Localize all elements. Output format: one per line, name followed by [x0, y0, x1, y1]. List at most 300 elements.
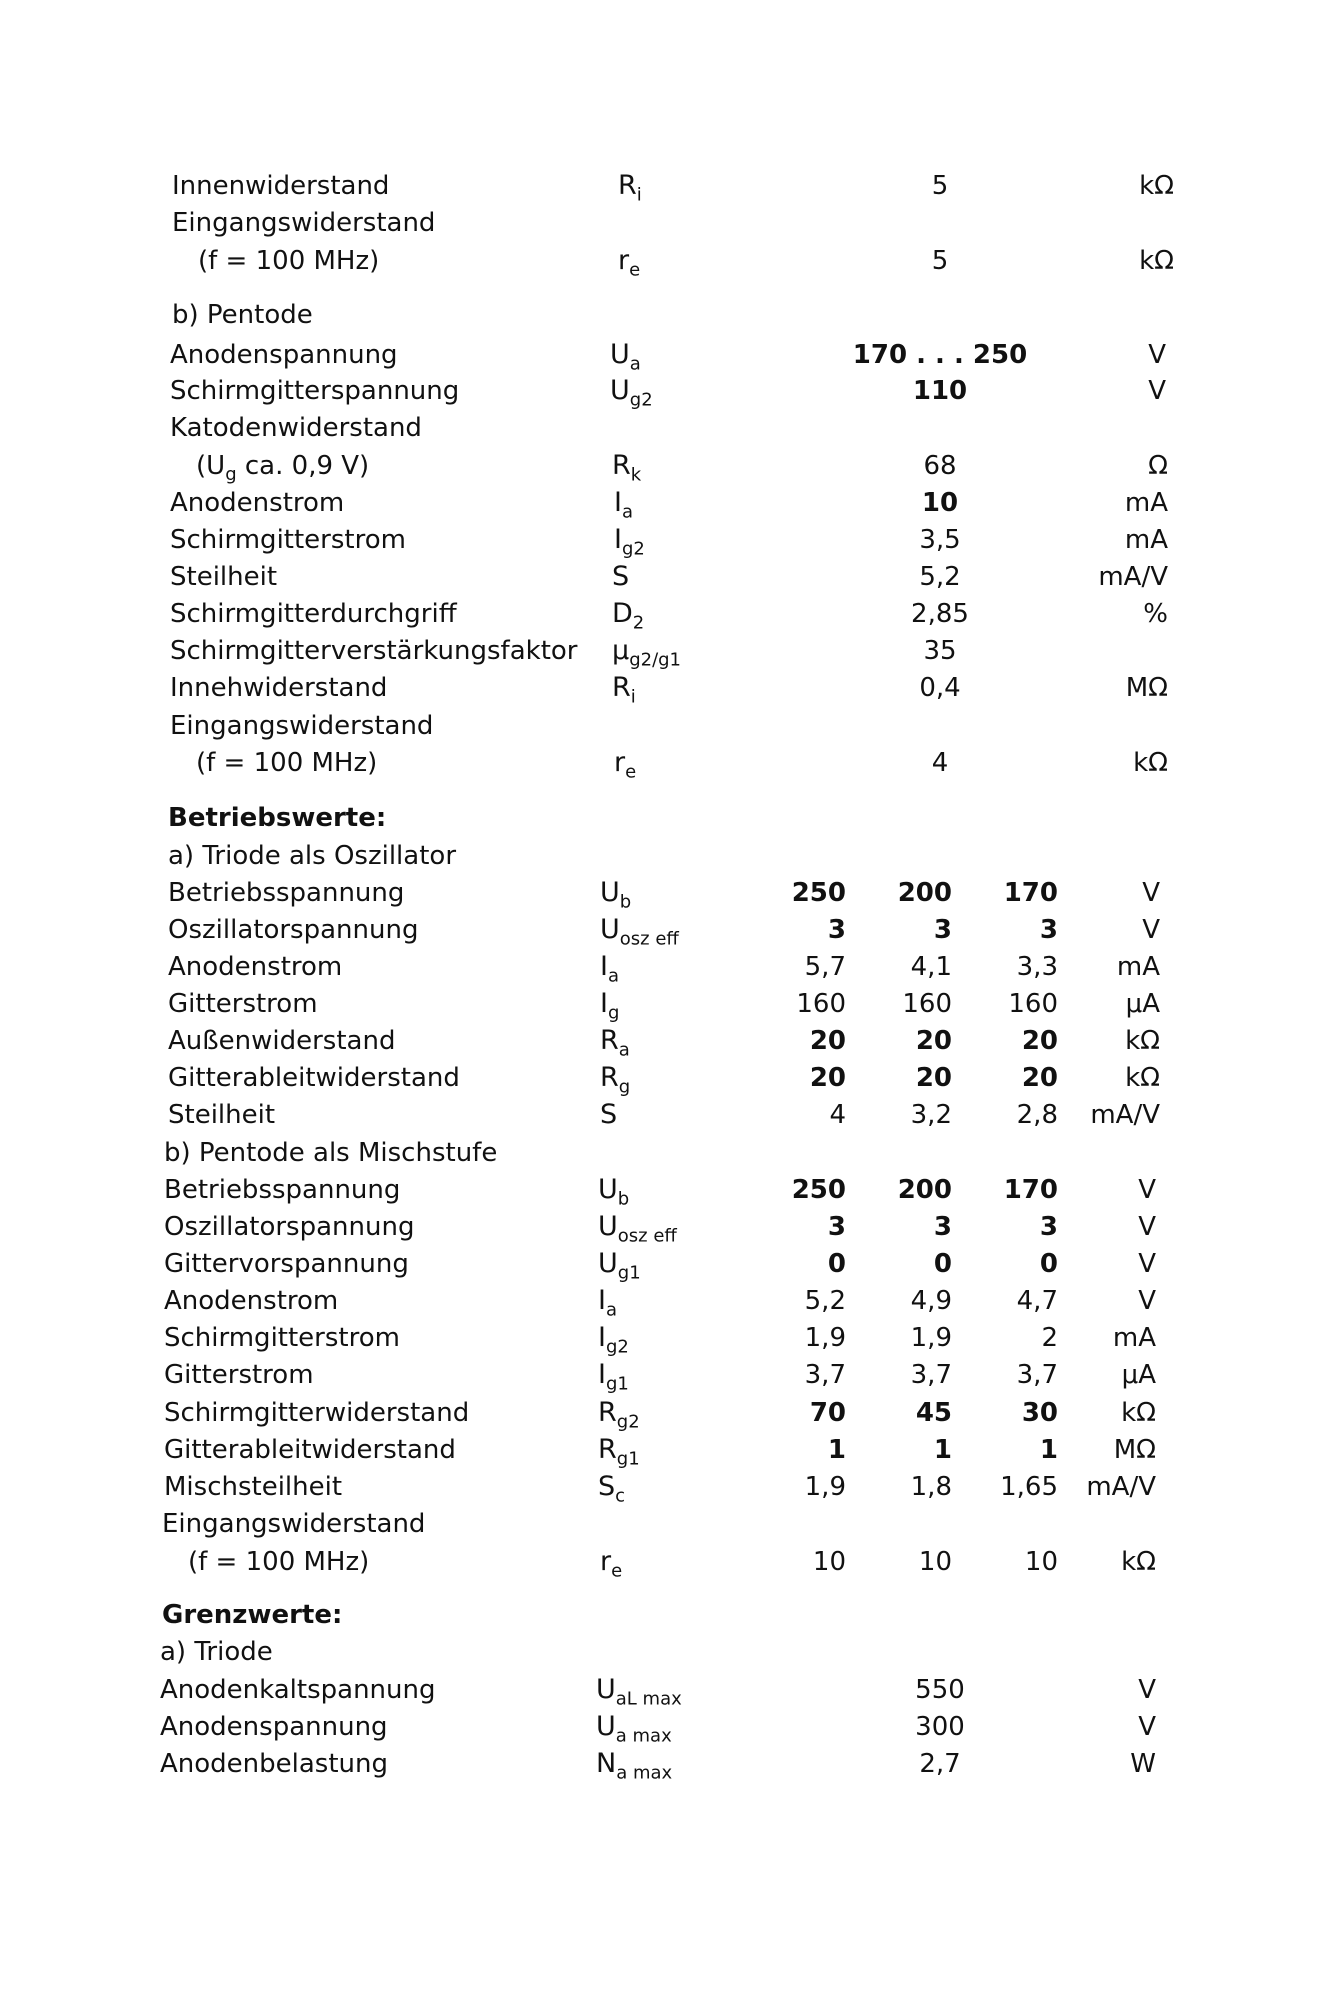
parameter-symbol [612, 448, 641, 484]
unit: Ω [1148, 451, 1168, 481]
unit: mA/V [1086, 1472, 1156, 1502]
value: 10 [921, 488, 959, 518]
symbol-main: I [600, 951, 608, 982]
parameter-symbol [612, 559, 629, 595]
value-column-2: 3,2 [910, 1100, 952, 1130]
symbol-main: I [600, 988, 608, 1019]
symbol-subscript: e [611, 1560, 623, 1582]
parameter-symbol [598, 1469, 625, 1505]
value-column-1: 1 [827, 1435, 846, 1465]
table-row [0, 373, 1333, 409]
symbol-subscript: a [607, 965, 619, 987]
symbol-main: R [612, 450, 631, 481]
value-column-2: 1,8 [910, 1472, 952, 1502]
table-row [0, 337, 1333, 373]
symbol-main: R [600, 1025, 619, 1056]
parameter-label [170, 410, 422, 446]
table-row [0, 708, 1333, 744]
symbol-subscript: k [630, 464, 642, 486]
label-text: Betriebswerte: [168, 803, 387, 833]
parameter-label [198, 243, 379, 279]
label-text-after: ca. 0,9 V) [236, 451, 370, 481]
value-column-3: 3,3 [1016, 952, 1058, 982]
table-row [0, 1060, 1333, 1096]
table-row [0, 1746, 1333, 1782]
parameter-label [188, 1544, 369, 1580]
parameter-label [160, 1672, 436, 1708]
symbol-subscript: g1 [605, 1373, 629, 1395]
label-text: Anodenspannung [170, 340, 398, 370]
symbol-subscript: a max [616, 1762, 673, 1784]
symbol-subscript: a [629, 353, 641, 375]
label-text: Innenwiderstand [172, 171, 390, 201]
symbol-main: I [598, 1322, 606, 1353]
parameter-label [170, 337, 398, 373]
unit: V [1138, 1212, 1156, 1242]
value-column-1: 1,9 [804, 1323, 846, 1353]
table-row [0, 1432, 1333, 1468]
symbol-subscript: g2/g1 [629, 649, 682, 671]
value-column-3: 1 [1039, 1435, 1058, 1465]
label-text: a) Triode als Oszillator [168, 841, 457, 871]
symbol-subscript: osz eff [617, 1225, 677, 1247]
unit: μA [1125, 989, 1160, 1019]
parameter-symbol [610, 373, 653, 409]
value: 2,7 [919, 1749, 961, 1779]
value-column-1: 0 [827, 1249, 846, 1279]
symbol-main: S [612, 561, 630, 592]
label-text: (f = 100 MHz) [198, 246, 380, 276]
value-column-2: 1 [933, 1435, 952, 1465]
symbol-subscript: c [615, 1485, 626, 1507]
value-column-1: 20 [809, 1063, 846, 1093]
symbol-main: I [614, 524, 622, 555]
parameter-symbol [596, 1709, 672, 1745]
parameter-label [160, 1746, 388, 1782]
parameter-label [170, 373, 459, 409]
symbol-subscript: g [618, 1076, 631, 1098]
value-column-2: 200 [897, 1175, 952, 1205]
symbol-subscript: e [625, 761, 637, 783]
label-text: Grenzwerte: [162, 1600, 343, 1630]
table-row [0, 1634, 1333, 1670]
label-text: Anodenstrom [170, 488, 345, 518]
table-row [0, 800, 1333, 836]
value-column-3: 1,65 [1000, 1472, 1058, 1502]
value-column-2: 20 [915, 1063, 952, 1093]
parameter-label [168, 1097, 275, 1133]
symbol-subscript: g2 [616, 1411, 640, 1433]
value-column-2: 3 [933, 915, 952, 945]
symbol-main: r [600, 1546, 612, 1577]
label-text: a) Triode [160, 1637, 273, 1667]
parameter-symbol [614, 485, 633, 521]
table-row [0, 1672, 1333, 1708]
value: 4 [931, 748, 949, 778]
unit: kΩ [1125, 1063, 1160, 1093]
unit: kΩ [1139, 246, 1174, 276]
unit: mA [1124, 525, 1168, 555]
parameter-label [172, 205, 435, 241]
symbol-subscript: e [629, 259, 641, 281]
symbol-subscript: g1 [616, 1448, 640, 1470]
symbol-main: U [598, 1174, 618, 1205]
label-text: Oszillatorspannung [164, 1212, 415, 1242]
parameter-label [170, 670, 387, 706]
table-row [0, 1544, 1333, 1580]
unit: V [1138, 1675, 1156, 1705]
value-column-3: 10 [1024, 1547, 1058, 1577]
symbol-main: r [614, 747, 626, 778]
label-text: Eingangswiderstand [172, 208, 436, 238]
value: 170 . . . 250 [852, 340, 1028, 370]
label-text: (U [196, 451, 226, 481]
unit: V [1138, 1249, 1156, 1279]
unit: kΩ [1121, 1547, 1156, 1577]
label-text: Schirmgitterdurchgriff [170, 599, 457, 629]
value-column-3: 20 [1021, 1026, 1058, 1056]
parameter-label [160, 1709, 388, 1745]
label-text: Steilheit [168, 1100, 276, 1130]
unit: V [1138, 1175, 1156, 1205]
parameter-label [196, 745, 377, 781]
value-column-3: 0 [1039, 1249, 1058, 1279]
label-text: b) Pentode als Mischstufe [164, 1138, 498, 1168]
parameter-symbol [600, 1023, 630, 1059]
symbol-main: U [598, 1211, 618, 1242]
symbol-main: U [596, 1711, 616, 1742]
value-column-1: 160 [796, 989, 846, 1019]
symbol-main: R [600, 1062, 619, 1093]
parameter-symbol [600, 1097, 617, 1133]
label-text: Gitterstrom [168, 989, 318, 1019]
symbol-subscript: a [605, 1299, 617, 1321]
label-text: Anodenbelastung [160, 1749, 389, 1779]
value-column-1: 3 [827, 1212, 846, 1242]
value-column-1: 70 [809, 1398, 846, 1428]
table-row [0, 986, 1333, 1022]
value: 0,4 [919, 673, 961, 703]
label-text: Oszillatorspannung [168, 915, 419, 945]
parameter-label [164, 1357, 314, 1393]
value-column-3: 3 [1039, 915, 1058, 945]
parameter-symbol [596, 1746, 672, 1782]
symbol-main: U [598, 1248, 618, 1279]
value-column-3: 4,7 [1016, 1286, 1058, 1316]
table-row [0, 1135, 1333, 1171]
parameter-symbol [614, 522, 645, 558]
parameter-label [164, 1135, 497, 1171]
table-row [0, 297, 1333, 333]
parameter-label [168, 1023, 395, 1059]
parameter-label [168, 838, 456, 874]
value-column-1: 10 [812, 1547, 846, 1577]
label-text: Betriebsspannung [168, 878, 405, 908]
value-column-1: 250 [791, 878, 846, 908]
parameter-symbol [610, 337, 641, 373]
parameter-label [170, 559, 277, 595]
table-row [0, 448, 1333, 484]
value-column-2: 1,9 [910, 1323, 952, 1353]
parameter-symbol [598, 1432, 640, 1468]
unit: kΩ [1125, 1026, 1160, 1056]
symbol-subscript: g2 [605, 1336, 629, 1358]
table-row [0, 1357, 1333, 1393]
value-column-3: 170 [1003, 878, 1058, 908]
label-text: Eingangswiderstand [170, 711, 434, 741]
unit: kΩ [1139, 171, 1174, 201]
parameter-label [162, 1506, 425, 1542]
value-column-3: 2 [1041, 1323, 1058, 1353]
unit: MΩ [1113, 1435, 1156, 1465]
label-text: (f = 100 MHz) [188, 1547, 370, 1577]
label-text: b) Pentode [172, 300, 313, 330]
parameter-label [160, 1634, 273, 1670]
value: 550 [915, 1675, 965, 1705]
value-column-3: 20 [1021, 1063, 1058, 1093]
section-heading [168, 800, 386, 836]
table-row [0, 1395, 1333, 1431]
parameter-label [172, 297, 313, 333]
label-text: Eingangswiderstand [162, 1509, 426, 1539]
symbol-subscript: b [619, 891, 632, 913]
parameter-label [168, 875, 404, 911]
label-text: Innehwiderstand [170, 673, 388, 703]
unit: V [1142, 915, 1160, 945]
unit: W [1130, 1749, 1156, 1779]
value: 300 [915, 1712, 965, 1742]
unit: V [1138, 1712, 1156, 1742]
value-column-2: 10 [918, 1547, 952, 1577]
table-row [0, 168, 1333, 204]
label-text: Gittervorspannung [164, 1249, 409, 1279]
table-row [0, 1506, 1333, 1542]
parameter-label [168, 949, 342, 985]
unit: mA/V [1090, 1100, 1160, 1130]
symbol-main: R [612, 672, 631, 703]
table-row [0, 745, 1333, 781]
unit: V [1148, 376, 1166, 406]
table-row [0, 410, 1333, 446]
unit: MΩ [1125, 673, 1168, 703]
parameter-label [170, 485, 344, 521]
table-row [0, 205, 1333, 241]
unit: V [1148, 340, 1166, 370]
symbol-main: R [618, 170, 637, 201]
parameter-symbol [600, 875, 631, 911]
value: 5,2 [919, 562, 961, 592]
table-row [0, 875, 1333, 911]
parameter-symbol [612, 670, 636, 706]
parameter-label [164, 1172, 400, 1208]
symbol-main: I [614, 487, 622, 518]
parameter-symbol [600, 1544, 622, 1580]
parameter-symbol [600, 912, 679, 948]
value-column-2: 20 [915, 1026, 952, 1056]
parameter-symbol [598, 1172, 629, 1208]
value-column-2: 4,9 [910, 1286, 952, 1316]
parameter-label [170, 596, 457, 632]
value-column-3: 170 [1003, 1175, 1058, 1205]
value-column-2: 3 [933, 1212, 952, 1242]
label-text: (f = 100 MHz) [196, 748, 378, 778]
value: 35 [923, 636, 957, 666]
table-row [0, 1172, 1333, 1208]
label-text: Schirmgitterwiderstand [164, 1398, 470, 1428]
value-column-1: 3 [827, 915, 846, 945]
parameter-label [164, 1209, 414, 1245]
unit: mA/V [1098, 562, 1168, 592]
label-text: Mischsteilheit [164, 1472, 343, 1502]
unit: V [1138, 1286, 1156, 1316]
symbol-subscript: a max [615, 1725, 672, 1747]
unit: mA [1116, 952, 1160, 982]
table-row [0, 1709, 1333, 1745]
table-row [0, 1246, 1333, 1282]
parameter-label [170, 522, 406, 558]
value: 3,5 [919, 525, 961, 555]
table-row [0, 1283, 1333, 1319]
table-row [0, 1023, 1333, 1059]
value: 5 [931, 246, 949, 276]
parameter-symbol [600, 1060, 630, 1096]
value: 5 [931, 171, 949, 201]
value-column-2: 160 [902, 989, 952, 1019]
symbol-subscript: i [636, 184, 642, 206]
table-row [0, 1320, 1333, 1356]
label-text: Anodenstrom [164, 1286, 339, 1316]
label-text: Schirmgitterstrom [164, 1323, 400, 1353]
parameter-symbol [612, 633, 681, 669]
label-text: Anodenkaltspannung [160, 1675, 436, 1705]
parameter-symbol [598, 1320, 629, 1356]
symbol-main: R [598, 1434, 617, 1465]
symbol-main: r [618, 245, 630, 276]
parameter-label [164, 1395, 469, 1431]
symbol-main: U [610, 375, 630, 406]
label-text: Gitterableitwiderstand [168, 1063, 460, 1093]
symbol-main: S [600, 1099, 618, 1130]
label-text: Außenwiderstand [168, 1026, 396, 1056]
label-text: Anodenspannung [160, 1712, 388, 1742]
parameter-label [164, 1283, 338, 1319]
parameter-symbol [618, 243, 640, 279]
table-row [0, 949, 1333, 985]
table-row [0, 1597, 1333, 1633]
parameter-label [170, 633, 578, 669]
symbol-subscript: osz eff [619, 928, 679, 950]
label-text: Schirmgitterstrom [170, 525, 406, 555]
symbol-main: μ [612, 635, 630, 666]
parameter-label [172, 168, 389, 204]
parameter-symbol [596, 1672, 682, 1708]
parameter-symbol [598, 1395, 640, 1431]
value-column-1: 250 [791, 1175, 846, 1205]
parameter-symbol [612, 596, 644, 632]
symbol-subscript: a [618, 1039, 630, 1061]
symbol-main: U [596, 1674, 616, 1705]
symbol-main: S [598, 1471, 616, 1502]
table-row [0, 1209, 1333, 1245]
table-row [0, 522, 1333, 558]
label-text: Katodenwiderstand [170, 413, 422, 443]
unit: % [1143, 599, 1168, 629]
table-row [0, 1097, 1333, 1133]
value: 2,85 [911, 599, 969, 629]
value-column-1: 1,9 [804, 1472, 846, 1502]
value-column-3: 160 [1008, 989, 1058, 1019]
symbol-subscript: g [607, 1002, 620, 1024]
unit: kΩ [1133, 748, 1168, 778]
symbol-main: N [596, 1748, 617, 1779]
symbol-main: U [600, 914, 620, 945]
symbol-subscript: g2 [629, 389, 653, 411]
value-column-2: 4,1 [910, 952, 952, 982]
table-row [0, 670, 1333, 706]
value-column-2: 45 [915, 1398, 952, 1428]
symbol-main: I [598, 1285, 606, 1316]
value-column-1: 3,7 [804, 1360, 846, 1390]
value-column-3: 3 [1039, 1212, 1058, 1242]
symbol-main: I [598, 1359, 606, 1390]
symbol-main: R [598, 1397, 617, 1428]
table-row [0, 596, 1333, 632]
table-row [0, 838, 1333, 874]
symbol-subscript: 2 [632, 612, 645, 634]
parameter-symbol [600, 986, 619, 1022]
parameter-label [164, 1320, 400, 1356]
parameter-label [164, 1432, 456, 1468]
parameter-label [168, 1060, 460, 1096]
label-text: Steilheit [170, 562, 278, 592]
table-row [0, 912, 1333, 948]
parameter-symbol [598, 1246, 641, 1282]
value-column-1: 5,7 [804, 952, 846, 982]
label-text: Schirmgitterspannung [170, 376, 460, 406]
symbol-subscript: a [621, 501, 633, 523]
parameter-symbol [598, 1357, 629, 1393]
parameter-label [164, 1469, 342, 1505]
parameter-symbol [600, 949, 619, 985]
symbol-main: D [612, 598, 633, 629]
parameter-symbol [618, 168, 642, 204]
symbol-main: U [610, 339, 630, 370]
unit: μA [1121, 1360, 1156, 1390]
value-column-1: 20 [809, 1026, 846, 1056]
unit: kΩ [1121, 1398, 1156, 1428]
symbol-subscript: b [617, 1188, 630, 1210]
table-row [0, 485, 1333, 521]
label-text: Gitterstrom [164, 1360, 314, 1390]
section-heading [162, 1597, 342, 1633]
value-column-3: 3,7 [1016, 1360, 1058, 1390]
parameter-label [168, 912, 418, 948]
parameter-symbol [614, 745, 636, 781]
label-text: Betriebsspannung [164, 1175, 401, 1205]
table-row [0, 559, 1333, 595]
unit: mA [1112, 1323, 1156, 1353]
label-subscript: g [225, 464, 237, 486]
symbol-subscript: aL max [615, 1688, 682, 1710]
symbol-main: U [600, 877, 620, 908]
value: 110 [912, 376, 968, 406]
label-text: Gitterableitwiderstand [164, 1435, 456, 1465]
parameter-symbol [598, 1283, 617, 1319]
table-row [0, 243, 1333, 279]
value-column-2: 3,7 [910, 1360, 952, 1390]
value-column-1: 5,2 [804, 1286, 846, 1316]
label-text: Schirmgitterverstärkungsfaktor [170, 636, 578, 666]
